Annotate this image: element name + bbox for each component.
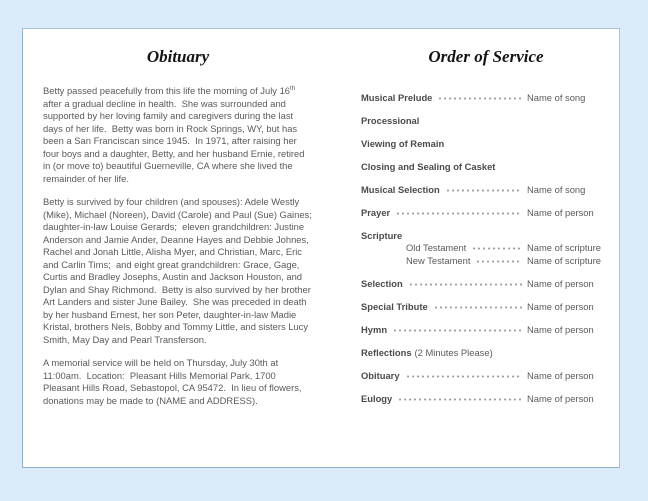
- service-item-value: Name of song: [527, 184, 586, 195]
- order-of-service-title: Order of Service: [428, 47, 544, 66]
- service-item-value: Name of person: [527, 301, 594, 312]
- service-item-label: Special Tribute: [361, 301, 428, 312]
- service-item-label: Processional: [361, 115, 420, 126]
- service-subitem-value: Name of scripture: [527, 254, 601, 266]
- service-item-label: Scripture: [361, 230, 403, 241]
- dot-leader: [397, 207, 522, 216]
- dot-leader: [477, 255, 522, 264]
- service-item-closing-and-sealing: [361, 160, 611, 173]
- service-item-label: Reflections: [361, 347, 412, 358]
- order-of-service-column: [361, 43, 611, 415]
- service-item-selection: [361, 277, 611, 290]
- service-item-value: Name of person: [527, 370, 594, 381]
- service-item-value: Name of song: [527, 92, 586, 103]
- dot-leader: [407, 370, 522, 379]
- service-item-value: Name of person: [527, 207, 594, 218]
- service-item-musical-prelude: [361, 91, 611, 104]
- service-item-label: Obituary: [361, 370, 400, 381]
- obituary-column: [43, 43, 318, 407]
- service-item-label: Selection: [361, 278, 403, 289]
- service-item-eulogy: [361, 392, 611, 405]
- service-subitem-old-testament: [406, 242, 611, 255]
- obituary-p1-text: Betty passed peacefully from this life the morning of July 16: [43, 85, 291, 96]
- service-item-label: Eulogy: [361, 393, 393, 404]
- dot-leader: [435, 301, 522, 310]
- dot-leader: [439, 92, 522, 101]
- service-item-scripture: [361, 229, 611, 242]
- service-subitem-value: Name of scripture: [527, 242, 601, 253]
- dot-leader: [410, 278, 522, 287]
- obituary-paragraph-2: Betty is survived by four children (and spouses): Adele Westly (Mike), Michael (Noreen), David (Carole) and Paul (Sue) Gaines; daughter-in-law Louise Gerards; eleven grandchildren: Justine Anderson and Jamie Ander, Deanne Hayes and Debbie Johnes, Rachel and Jonah Little, Alisha Myer, and Christian, Marc, Eric and Carlin Tims; and eight great grandchildren: Grace, Gage, Curtis and Bradley Josephs, Austin and Jackson Houston, and Dylan and Shay Richmond. Betty is also survived by her brother Art Landers and sister June Bailey. She was preceded in death by her husband Ernest, her son Peter, daughter-in-law Madie Kristal, brothers Nels, Bobby and Tommy Little, and sisters Lucy Smith, May Day and Pearl Transferson.: [43, 196, 318, 345]
- obituary-paragraph-1: [43, 85, 313, 185]
- service-item-label: Closing and Sealing of Casket: [361, 161, 496, 172]
- service-item-label: Prayer: [361, 207, 391, 218]
- service-item-label: Viewing of Remain: [361, 138, 445, 149]
- dot-leader: [394, 324, 522, 333]
- service-item-processional: [361, 114, 611, 127]
- service-subitem-label: Old Testament: [406, 242, 467, 253]
- service-subitem-label: New Testament: [406, 254, 471, 266]
- service-item-value: Name of person: [527, 393, 594, 404]
- service-item-note: (2 Minutes Please): [414, 347, 493, 358]
- dot-leader: [447, 184, 522, 193]
- service-item-value: Name of person: [527, 278, 594, 289]
- service-item-label: Hymn: [361, 324, 388, 335]
- obituary-p1-text-cont: after a gradual decline in health. She was surrounded and supported by her loving family and caregivers during the last days of her life. Betty was born in Rock Springs, WY, but has been a San Franciscan since 1945. In 1971, after raising her four boys and a daughter, Betty, and her husband Ernie, retired in (or move to) beautiful Guerneville, CA where she lived the remainder of her life.: [43, 85, 308, 184]
- ordinal-superscript: th: [290, 84, 296, 92]
- dot-leader: [399, 393, 522, 402]
- obituary-title: Obituary: [146, 47, 210, 66]
- order-of-service-list: [361, 91, 611, 405]
- service-item-viewing-of-remain: [361, 137, 611, 150]
- service-item-reflections: [361, 346, 611, 359]
- service-item-value: Name of person: [527, 324, 594, 335]
- service-item-hymn: [361, 323, 611, 336]
- obituary-paragraph-3: A memorial service will be held on Thursday, July 30th at 11:00am. Location: Pleasant Hills Memorial Park, 1700 Pleasant Hills Road, Sebastopol, CA 95472. In lieu of flowers, donations may be made to (NAME and ADDRESS).: [43, 357, 305, 406]
- service-item-label: Musical Prelude: [361, 92, 433, 103]
- service-item-obituary: [361, 369, 611, 382]
- service-item-label: Musical Selection: [361, 184, 440, 195]
- dot-leader: [473, 242, 522, 251]
- program-page: [22, 28, 620, 468]
- service-item-special-tribute: [361, 300, 611, 313]
- service-subitem-new-testament: [406, 255, 611, 268]
- service-item-prayer: [361, 206, 611, 219]
- service-item-musical-selection: [361, 183, 611, 196]
